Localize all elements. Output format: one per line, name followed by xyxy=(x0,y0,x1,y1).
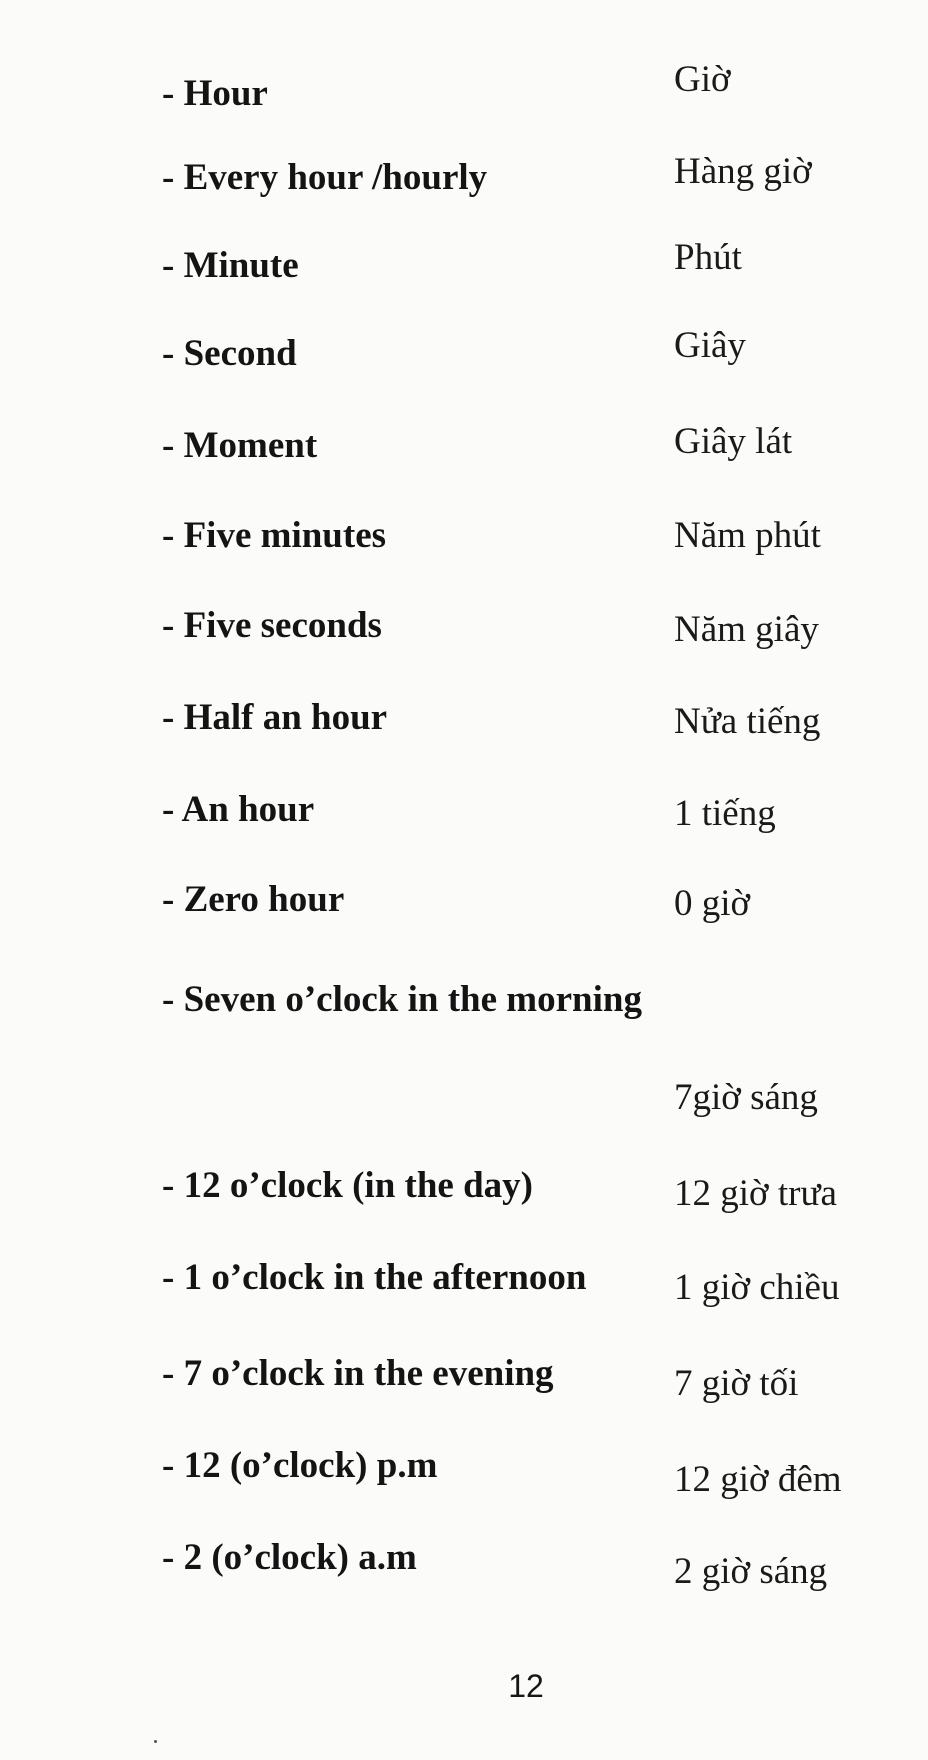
vocab-entry-seven-oclock-morning-translation xyxy=(0,1076,928,1136)
term-vi: Năm giây xyxy=(674,609,819,650)
term-en: - An hour xyxy=(162,789,315,830)
term-vi: 12 giờ trưa xyxy=(674,1173,837,1214)
term-en: - 12 o’clock (in the day) xyxy=(162,1165,533,1206)
term-vi: 0 giờ xyxy=(674,883,751,924)
term-vi: 12 giờ đêm xyxy=(674,1459,842,1500)
vocab-entry-moment xyxy=(0,421,928,484)
term-en: - Moment xyxy=(162,425,318,466)
vocab-entry-minute xyxy=(0,237,928,304)
vocab-entry-seven-oclock-morning xyxy=(0,978,928,1038)
vocab-entry-hour xyxy=(0,59,928,132)
term-vi: 2 giờ sáng xyxy=(674,1551,828,1592)
vocab-entry-an-hour xyxy=(0,788,928,848)
vocab-entry-second xyxy=(0,325,928,392)
term-en: - Hour xyxy=(162,73,268,114)
vocab-entry-five-minutes xyxy=(0,514,928,574)
vocab-entry-7-oclock-evening xyxy=(0,1352,928,1412)
vocab-entry-12-pm xyxy=(0,1444,928,1504)
term-vi: Năm phút xyxy=(674,515,821,556)
vocab-entry-2-am xyxy=(0,1536,928,1596)
vocab-entry-every-hour xyxy=(0,151,928,216)
term-vi: Hàng giờ xyxy=(674,151,812,192)
term-en: - Zero hour xyxy=(162,879,345,920)
vocab-entry-12-oclock-day xyxy=(0,1164,928,1224)
term-vi: 7 giờ tối xyxy=(674,1363,799,1404)
term-en: - Five seconds xyxy=(162,605,382,646)
vocab-entry-five-seconds xyxy=(0,604,928,664)
term-en: - Second xyxy=(162,333,297,374)
term-vi: Nửa tiếng xyxy=(674,701,821,742)
term-vi: 1 tiếng xyxy=(674,793,776,834)
term-vi: Giờ xyxy=(674,59,731,100)
term-en: - 2 (o’clock) a.m xyxy=(162,1537,417,1578)
term-en: - 1 o’clock in the afternoon xyxy=(162,1257,587,1298)
term-en: - 7 o’clock in the evening xyxy=(162,1353,554,1394)
term-en: - Every hour /hourly xyxy=(162,157,488,198)
term-vi: Phút xyxy=(674,237,742,278)
term-en: - 12 (o’clock) p.m xyxy=(162,1445,438,1486)
vocab-entry-half-an-hour xyxy=(0,696,928,756)
term-vi: Giây lát xyxy=(674,421,793,462)
term-en: - Half an hour xyxy=(162,697,388,738)
term-en: - Five minutes xyxy=(162,515,387,556)
term-vi: 7giờ sáng xyxy=(674,1077,818,1118)
vocab-entry-1-oclock-afternoon xyxy=(0,1256,928,1316)
print-speck xyxy=(154,1740,157,1743)
page-number: 12 xyxy=(508,1668,544,1704)
term-vi: Giây xyxy=(674,325,746,366)
term-en: - Seven o’clock in the morning xyxy=(162,979,642,1020)
term-vi: 1 giờ chiều xyxy=(674,1267,840,1308)
vocab-entry-zero-hour xyxy=(0,878,928,938)
term-en: - Minute xyxy=(162,245,299,286)
